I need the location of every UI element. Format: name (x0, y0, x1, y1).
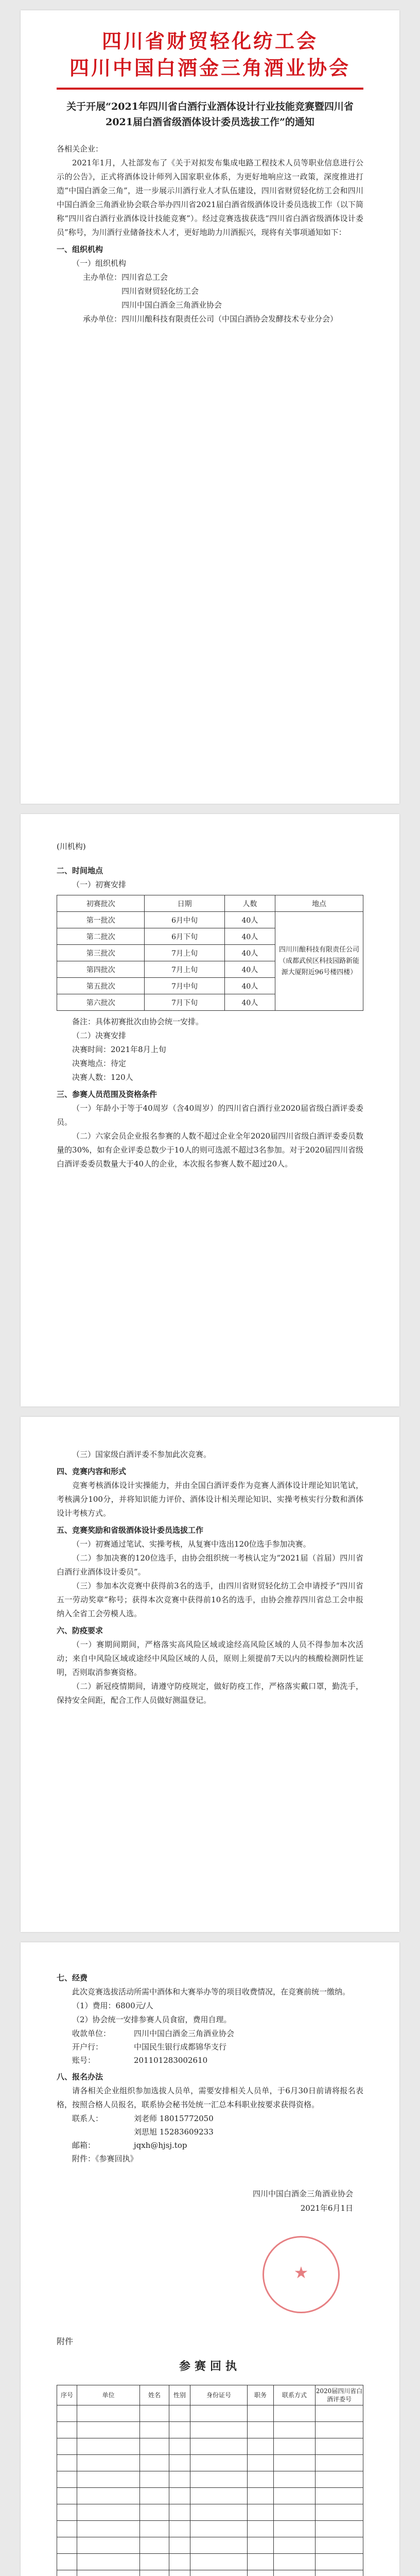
table-header: 人数 (224, 895, 275, 912)
bank-row: 开户行： 中国民生银行成都锦华支行 (72, 2042, 227, 2052)
table-header: 身份证号 (190, 2385, 248, 2405)
table-cell (316, 2422, 363, 2438)
table-cell (140, 2570, 169, 2576)
condition-3: （三）国家级白酒评委不参加此次竞赛。 (72, 1450, 212, 1459)
table-cell (316, 2405, 363, 2422)
page-1 (21, 10, 399, 804)
contact-row: 刘思旭 15283609233 (134, 2127, 214, 2137)
table-cell (77, 2471, 140, 2488)
schedule-note: 备注：具体初赛批次由协会统一安排。 (72, 1017, 204, 1026)
table-cell (57, 2438, 77, 2455)
org-header-line1: 四川省财贸轻化纺工会 (101, 30, 318, 53)
attachment-reference: 附件：《参赛回执》 (72, 2154, 138, 2163)
table-cell (57, 2537, 77, 2554)
table-header: 单位 (77, 2385, 140, 2405)
table-cell (274, 2570, 316, 2576)
table-header: 2020届四川省白酒评委号 (316, 2385, 363, 2405)
section-heading-8: 八、报名办法 (57, 2072, 103, 2081)
bank-row: 收款单位： 四川中国白酒金三角酒业协会 (72, 2029, 235, 2038)
table-cell (274, 2438, 316, 2455)
table-row (57, 2521, 363, 2537)
table-cell (140, 2438, 169, 2455)
final-time: 决赛时间：2021年8月上旬 (72, 1045, 166, 1054)
table-cell (316, 2504, 363, 2521)
table-cell (190, 2455, 248, 2471)
table-cell (190, 2537, 248, 2554)
table-row (57, 2554, 363, 2570)
table-cell (77, 2438, 140, 2455)
table-cell (274, 2422, 316, 2438)
table-cell (274, 2455, 316, 2471)
table-cell (190, 2504, 248, 2521)
venue-cell: 四川川酿科技有限责任公司（成都武侯区科技园路新能源大厦附近96号楼四楼） (275, 912, 363, 1011)
red-divider (57, 88, 363, 90)
table-row: 第一批次 6月中旬 40人 四川川酿科技有限责任公司（成都武侯区科技园路新能源大厦附近96号楼四楼） (57, 912, 363, 928)
org-row: 四川中国白酒金三角酒业协会 (121, 300, 222, 310)
table-row: 第六批次 7月下旬 40人 (57, 994, 363, 1011)
table-cell (248, 2422, 274, 2438)
org-row: 主办单位： 四川省总工会 (82, 273, 168, 282)
table-cell (316, 2455, 363, 2471)
final-place: 决赛地点：待定 (72, 1059, 127, 1068)
intro-paragraph: 2021年1月，人社部发布了《关于对拟发布集成电路工程技术人员等职业信息进行公示的公告》，正式将酒体设计师列入国家职业体系，为更好地响应这一政策，深度推进打造“中国白酒金三角”，进一步展示川酒行业人才队伍建设，四川省财贸轻化纺工会和四川中国白酒金三角酒业协会联合举办四川省2021届白酒省级酒体设计委员选拔工作（以下简称“四川省白酒行业酒体设计技能竞赛”）。经过竞赛选拔获选“四川省白酒省级酒体设计委员”称号，为川酒行业储备技术人才，更好地助力川酒振兴，现将有关事项通知如下： (57, 158, 363, 237)
page-3 (21, 1417, 399, 1932)
table-cell (316, 2521, 363, 2537)
org-row: 承办单位： 四川川酿科技有限责任公司（中国白酒协会发酵技术专业分会） (82, 314, 338, 324)
table-cell (248, 2455, 274, 2471)
contact-row: 联系人： 刘老师 18015772050 (72, 2114, 214, 2123)
table-row (57, 2570, 363, 2576)
table-cell (316, 2471, 363, 2488)
signature-org: 四川中国白酒金三角酒业协会 (252, 2189, 353, 2198)
table-cell (140, 2521, 169, 2537)
table-cell (190, 2521, 248, 2537)
table-cell (77, 2504, 140, 2521)
table-cell (316, 2537, 363, 2554)
table-cell (274, 2488, 316, 2504)
fee-amount: （1）费用：6800元/人 (72, 2001, 153, 2010)
table-cell (140, 2488, 169, 2504)
table-row: 第三批次 7月上旬 40人 (57, 945, 363, 961)
table-cell (77, 2554, 140, 2570)
table-cell (169, 2504, 190, 2521)
contact-row: 邮箱： jqxh@hjsj.top (72, 2141, 187, 2150)
table-cell (169, 2537, 190, 2554)
section-heading-2: 二、时间地点 (57, 866, 103, 875)
table-cell (248, 2438, 274, 2455)
carry-over-text: (川机构) (57, 842, 86, 851)
contest-content: 竞赛考核酒体设计实操能力，并由全国白酒评委作为竞赛人酒体设计理论知识笔试，考核满分100分，并将知识能力评价、酒体设计相关理论知识、实操考核实行分数和酒体设计考核方式。 (57, 1481, 363, 1518)
table-header: 联系方式 (274, 2385, 316, 2405)
official-seal (262, 2236, 340, 2313)
award-1: （一）初赛通过笔试、实操考核，从复赛中选出120位选手参加决赛。 (72, 1539, 311, 1549)
table-row: 第五批次 7月中旬 40人 (57, 978, 363, 994)
table-header: 地点 (275, 895, 363, 912)
table-cell (57, 2405, 77, 2422)
fee-lodging: （2）协会统一安排参赛人员食宿，费用自理。 (72, 2015, 232, 2024)
fee-text: 此次竞赛选拔活动所需中酒体和大赛举办等的项目收费情况，在竞赛前统一缴纳。 (72, 1987, 351, 1996)
subsection-final: （二）决赛安排 (72, 1031, 127, 1040)
table-cell (169, 2405, 190, 2422)
section-heading-5: 五、竞赛奖励和省级酒体设计委员选拔工作 (57, 1526, 204, 1535)
table-cell (169, 2570, 190, 2576)
table-cell (274, 2471, 316, 2488)
table-header: 初赛批次 (57, 895, 145, 912)
table-cell (248, 2405, 274, 2422)
table-cell (169, 2554, 190, 2570)
table-cell (248, 2471, 274, 2488)
table-cell (77, 2422, 140, 2438)
table-row (57, 2537, 363, 2554)
covid-rule-1: （一）赛期间期间，严格落实高风险区域或途经高风险区域的人员不得参加本次活动；来自中风险区域或途经中风险区域的人员，原则上须提前7天以内的核酸检测阴性证明，否则取消参赛资格。 (57, 1640, 363, 1677)
schedule-table (57, 895, 363, 1011)
covid-rule-2: （二）新冠疫情期间，请遵守防疫规定，做好防疫工作，严格落实戴口罩，勤洗手，保持安全间距，配合工作人员做好测温登记。 (57, 1682, 363, 1705)
table-row (57, 2455, 363, 2471)
org-row: 四川省财贸轻化纺工会 (121, 286, 199, 296)
table-header: 性别 (169, 2385, 190, 2405)
table-cell (169, 2471, 190, 2488)
table-cell (248, 2521, 274, 2537)
table-cell (190, 2554, 248, 2570)
final-count: 决赛人数：120人 (72, 1073, 133, 1082)
section-heading-1: 一、组织机构 (57, 245, 103, 254)
seal-star-icon: ★ (293, 2263, 309, 2282)
notice-title: 关于开展“2021年四川省白酒行业酒体设计行业技能竞赛暨四川省2021届白酒省级酒体设计委员选拔工作”的通知 (66, 101, 354, 128)
table-cell (274, 2504, 316, 2521)
signup-text: 请各相关企业组织参加选拔人员单，需要安排相关人员单，于6月30日前请将报名表格，按照合格人员报名，联系协会秘书处统一汇总本科职业按要求获得资格。 (57, 2086, 363, 2109)
table-cell (169, 2488, 190, 2504)
table-cell (77, 2521, 140, 2537)
table-row (57, 2438, 363, 2455)
table-cell (57, 2471, 77, 2488)
table-cell (77, 2455, 140, 2471)
table-cell (316, 2570, 363, 2576)
section-heading-7: 七、经费 (57, 1973, 88, 1982)
table-cell (169, 2422, 190, 2438)
subsection-org: （一）组织机构 (72, 259, 127, 268)
table-cell (77, 2537, 140, 2554)
table-cell (274, 2537, 316, 2554)
table-cell (316, 2488, 363, 2504)
section-heading-6: 六、防疫要求 (57, 1626, 103, 1635)
table-cell (316, 2438, 363, 2455)
section-heading-4: 四、竞赛内容和形式 (57, 1467, 127, 1476)
table-cell (316, 2554, 363, 2570)
table-header: 姓名 (140, 2385, 169, 2405)
table-cell (140, 2537, 169, 2554)
table-cell (140, 2405, 169, 2422)
table-header: 日期 (145, 895, 224, 912)
table-row: 第四批次 7月上旬 40人 (57, 961, 363, 978)
table-cell (140, 2422, 169, 2438)
bank-row: 账号： 201101283002610 (72, 2056, 208, 2065)
table-cell (169, 2521, 190, 2537)
page-4 (21, 1942, 399, 2576)
table-cell (57, 2455, 77, 2471)
table-cell (190, 2438, 248, 2455)
table-cell (190, 2422, 248, 2438)
table-cell (140, 2471, 169, 2488)
table-row: 第二批次 6月下旬 40人 (57, 928, 363, 945)
condition-1: （一）年龄小于等于40周岁（含40周岁）的四川省白酒行业2020届省级白酒评委委员。 (57, 1104, 363, 1127)
table-cell (140, 2554, 169, 2570)
condition-2: （二）六家会员企业报名参赛的人数不超过企业全年2020届四川省级白酒评委委员数量的30%，如有企业评委总数少于10人的则可选派不超过3名参加。对于2020届四川省级白酒评委委员数量大于40人的企业，本次报名参赛人数不超过20人。 (57, 1131, 363, 1168)
award-3: （三）参加本次竞赛中获得前3名的选手，由四川省财贸轻化纺工会申请授予“四川省五一劳动奖章”称号；获得本次竞赛中获得前10名的选手，由协会推荐四川省总工会申报纳入全省工会劳模人选。 (57, 1581, 363, 1618)
table-cell (274, 2521, 316, 2537)
table-cell (190, 2488, 248, 2504)
table-row (57, 2488, 363, 2504)
table-cell (169, 2438, 190, 2455)
table-cell (274, 2405, 316, 2422)
table-header: 序号 (57, 2385, 77, 2405)
table-cell (77, 2405, 140, 2422)
table-cell (248, 2504, 274, 2521)
table-row (57, 2422, 363, 2438)
table-cell (169, 2455, 190, 2471)
table-cell (140, 2455, 169, 2471)
registration-rows (57, 2405, 363, 2576)
table-cell (57, 2504, 77, 2521)
salutation: 各相关企业： (57, 144, 103, 154)
table-cell (190, 2471, 248, 2488)
table-cell (248, 2537, 274, 2554)
award-2: （二）参加决赛的120位选手，由协会组织统一考核认定为“2021届（首届）四川省白酒行业酒体设计委员”。 (57, 1553, 363, 1577)
signature-date: 2021年6月1日 (300, 2204, 353, 2213)
table-cell (248, 2488, 274, 2504)
table-cell (57, 2422, 77, 2438)
registration-table (57, 2385, 363, 2576)
table-row (57, 2471, 363, 2488)
table-cell (57, 2488, 77, 2504)
table-cell (57, 2570, 77, 2576)
attachment-label: 附件 (57, 2336, 74, 2346)
page-2 (21, 814, 399, 1406)
table-cell (57, 2521, 77, 2537)
table-cell (190, 2405, 248, 2422)
table-cell (57, 2554, 77, 2570)
table-row (57, 2504, 363, 2521)
table-cell (274, 2554, 316, 2570)
attachment-title: 参赛回执 (179, 2360, 241, 2373)
subsection-prelim: （一）初赛安排 (72, 880, 127, 889)
table-cell (190, 2570, 248, 2576)
table-cell (248, 2554, 274, 2570)
section-heading-3: 三、参赛人员范围及资格条件 (57, 1090, 157, 1099)
table-cell (77, 2570, 140, 2576)
table-header: 职务 (248, 2385, 274, 2405)
org-header-line2: 四川中国白酒金三角酒业协会 (69, 57, 351, 79)
table-cell (140, 2504, 169, 2521)
table-cell (248, 2570, 274, 2576)
table-row (57, 2405, 363, 2422)
table-cell (77, 2488, 140, 2504)
